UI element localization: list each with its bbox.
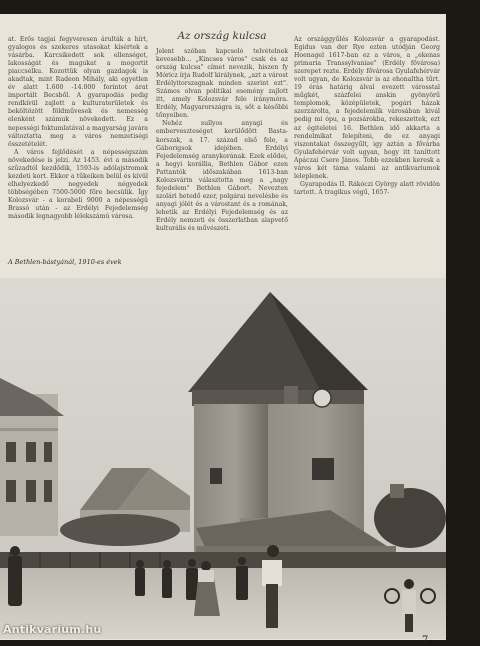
paragraph: at. Erős tagjai fegyveresen árulták a hírt, gyalogos és szekeres utasokat kísértek a vásárba. Karcsikedett sok ellenséget, lakosságát és magukat a mogortit piaccsélku. Kozottük olyan gazdagok is akadtak, mint Radeon Mihály, aki egyetlen év alatt 1.600 -14.000 forintot árat importált Becsből. A gyarapodás pedig rendkívül zajlott a kulturaterületek és beköltözött földművesek és nemesség elenként számuk növekedett. Ez a nepességi foktumlatával a magyarság javára változtatta meg a város nemzetiségi összetételét.	[8, 36, 148, 148]
section-heading: Az ország kulcsa	[177, 30, 267, 42]
book-page	[0, 14, 446, 646]
watermark: Antikvarium.hu	[3, 623, 102, 636]
page-number: 7	[422, 635, 429, 646]
paragraph: Az országgyűlés Kolozsvár a gyarapodást. Egidus van der Rye ezten utódján Georg Hoenagel 1617-ban ez a város, a „ekenas primaria Transsylvaniae" (Erdély fővárosa) szerepet rezte. Erdély fővárosa Gyulafehérvár volt ugyan, de Kolozsvár is az ehonaltha tűrt. 19 érás határig álval evezett városstal műgkét, százfelei anskin gyönyörű templomok, középületek, pogári házak szerzárolta, a fejedelemlik városában kivál pedig mi ópu, a pozsárokba, rekeszettek, ezt az égiteletei 16. Bethlen idő akkarta a rendelmikat felepíteni, de ez anyagi viszontakat összegyűlt, igy aztán a fővárba Gyulafehérvár volt ugyan, hogy itt taníttott Apáczai Csere János. Tobb ezzekben keresk a város két táma valami az antikvariumok leleplenek.	[294, 36, 440, 180]
historic-photo-bastion	[0, 278, 446, 639]
paragraph: A város fejlődését a népességszám növekedése is jelzi. Az 1453. évi a második szűzadtól kezdődik, 1593-is adólajstromok kezdeti kort. Ekkor a tűkeiken belül és kívül elhelyezkedő negyedek négyedek többségében 7500-5000 főre becsülik. Így Kolozsvár - a korabeli 9000 a népességű Brassó után - az Erdélyi Fejedelemség második legnagyobb lélekszámú városa.	[8, 148, 148, 221]
paragraph: Jelent szóban kapcsoló telvételnek kevesebb... „Kincses város" csak és az ország kulcsa" címet nevezik, hiszen fy Móricz írja Rudolf királynek, „azt a várost Erdélyitorszagnak minden szerint ezt". Számos olvan politikai esemény zajlott itt, amely Kolozsvár fele iránymóra. Erdély, Magyarországra is, sőt a későbbi tőnyeiben.	[156, 48, 288, 120]
left-building	[0, 378, 64, 536]
text-column-1	[8, 36, 148, 254]
paragraph: Nehéz sullyos anyagi és emberveszteséget kerülődött Basta-korszak, a 17. század első fele, a Gáborigsok idejében. Erdélyi Fejedelemség aranykorának. Ezek elődei, a hegyi korállia, Bethlen Gábor ezen Pattantók időszakában 1613-ban Kolozsvárin választotta meg a „nagy fejedelem" Bethlen Gábort. Nevezten szolári hetedő ezer, polgárai nevelésbe és anyagi jólét és a várostant és a romának, lehetik az Erdélyi Fejedelemség és az Erdély nemzeti és összerlatban alapvető kulturális és művészeti.	[156, 120, 288, 233]
photo-caption: A Bethlen-bástyánál, 1910-es évek	[8, 258, 122, 266]
text-column-3	[294, 36, 440, 254]
article-text	[0, 14, 446, 264]
paragraph: Gyarapodás II. Rákóczi György alatt rövidön tartott. A tragikus végű, 1657-	[294, 180, 440, 196]
text-column-2	[156, 30, 288, 254]
